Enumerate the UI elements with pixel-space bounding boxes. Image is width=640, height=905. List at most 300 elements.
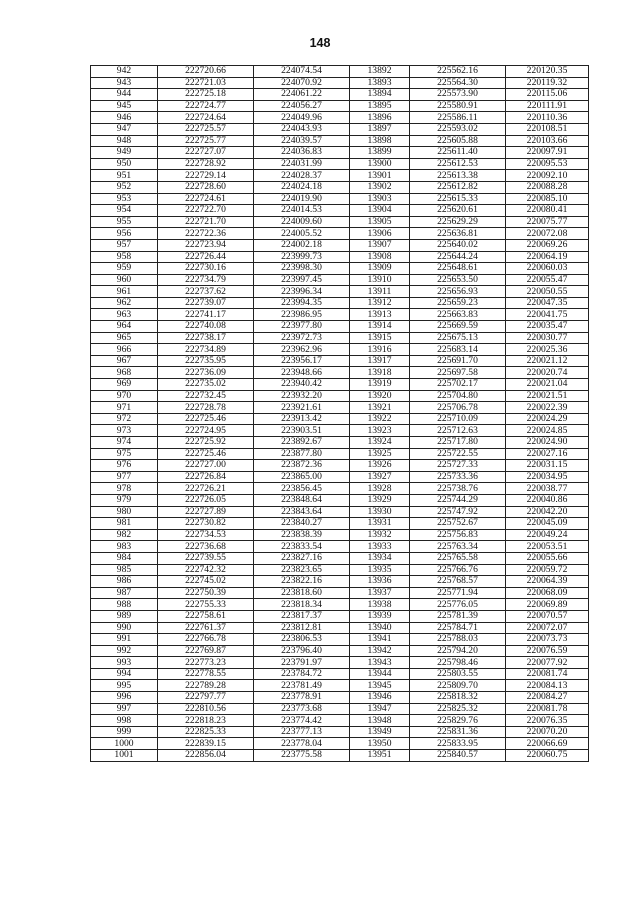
point-number-right-cell: 13903 [350, 193, 410, 205]
x-coordinate-right-cell: 225593.02 [410, 123, 506, 135]
point-number-right-cell: 13931 [350, 518, 410, 530]
y-coordinate-left-cell: 223956.17 [254, 355, 350, 367]
x-coordinate-right-cell: 225663.83 [410, 309, 506, 321]
point-number-left-cell: 958 [91, 251, 158, 263]
table-row [91, 610, 589, 622]
point-number-right-cell: 13951 [350, 750, 410, 762]
x-coordinate-right-cell: 225648.61 [410, 263, 506, 275]
point-number-left-cell: 967 [91, 355, 158, 367]
point-number-right-cell: 13949 [350, 726, 410, 738]
y-coordinate-right-cell: 220038.77 [506, 483, 589, 495]
x-coordinate-right-cell: 225768.57 [410, 576, 506, 588]
point-number-right-cell: 13921 [350, 402, 410, 414]
x-coordinate-left-cell: 222722.36 [158, 228, 254, 240]
table-row [91, 506, 589, 518]
table-row [91, 309, 589, 321]
point-number-right-cell: 13932 [350, 529, 410, 541]
y-coordinate-right-cell: 220050.55 [506, 286, 589, 298]
point-number-right-cell: 13927 [350, 471, 410, 483]
point-number-left-cell: 978 [91, 483, 158, 495]
y-coordinate-left-cell: 223997.45 [254, 274, 350, 286]
x-coordinate-right-cell: 225615.33 [410, 193, 506, 205]
y-coordinate-right-cell: 220053.51 [506, 541, 589, 553]
point-number-right-cell: 13900 [350, 158, 410, 170]
point-number-right-cell: 13911 [350, 286, 410, 298]
point-number-left-cell: 974 [91, 437, 158, 449]
y-coordinate-right-cell: 220120.35 [506, 66, 589, 78]
y-coordinate-right-cell: 220055.47 [506, 274, 589, 286]
table-row [91, 552, 589, 564]
point-number-left-cell: 986 [91, 576, 158, 588]
y-coordinate-left-cell: 224005.52 [254, 228, 350, 240]
y-coordinate-right-cell: 220060.75 [506, 750, 589, 762]
point-number-right-cell: 13923 [350, 425, 410, 437]
x-coordinate-right-cell: 225656.93 [410, 286, 506, 298]
x-coordinate-right-cell: 225702.17 [410, 379, 506, 391]
point-number-right-cell: 13916 [350, 344, 410, 356]
y-coordinate-left-cell: 223796.40 [254, 645, 350, 657]
point-number-right-cell: 13928 [350, 483, 410, 495]
point-number-left-cell: 969 [91, 379, 158, 391]
x-coordinate-left-cell: 222727.89 [158, 506, 254, 518]
y-coordinate-right-cell: 220024.85 [506, 425, 589, 437]
y-coordinate-left-cell: 224074.54 [254, 66, 350, 78]
x-coordinate-left-cell: 222725.92 [158, 437, 254, 449]
y-coordinate-right-cell: 220060.03 [506, 263, 589, 275]
point-number-left-cell: 975 [91, 448, 158, 460]
x-coordinate-right-cell: 225573.90 [410, 89, 506, 101]
y-coordinate-right-cell: 220070.57 [506, 610, 589, 622]
y-coordinate-right-cell: 220064.19 [506, 251, 589, 263]
x-coordinate-right-cell: 225733.36 [410, 471, 506, 483]
y-coordinate-left-cell: 223932.20 [254, 390, 350, 402]
y-coordinate-left-cell: 223791.97 [254, 657, 350, 669]
point-number-left-cell: 981 [91, 518, 158, 530]
x-coordinate-right-cell: 225717.80 [410, 437, 506, 449]
x-coordinate-left-cell: 222722.70 [158, 205, 254, 217]
x-coordinate-left-cell: 222735.02 [158, 379, 254, 391]
x-coordinate-right-cell: 225825.32 [410, 703, 506, 715]
x-coordinate-right-cell: 225669.59 [410, 321, 506, 333]
point-number-right-cell: 13948 [350, 715, 410, 727]
table-row [91, 170, 589, 182]
table-row [91, 413, 589, 425]
x-coordinate-right-cell: 225564.30 [410, 77, 506, 89]
y-coordinate-right-cell: 220072.08 [506, 228, 589, 240]
table-row [91, 89, 589, 101]
point-number-left-cell: 951 [91, 170, 158, 182]
point-number-right-cell: 13943 [350, 657, 410, 669]
table-row [91, 66, 589, 78]
x-coordinate-right-cell: 225738.76 [410, 483, 506, 495]
y-coordinate-right-cell: 220049.24 [506, 529, 589, 541]
point-number-left-cell: 976 [91, 460, 158, 472]
point-number-right-cell: 13913 [350, 309, 410, 321]
point-number-right-cell: 13938 [350, 599, 410, 611]
x-coordinate-right-cell: 225747.92 [410, 506, 506, 518]
table-row [91, 703, 589, 715]
y-coordinate-right-cell: 220119.32 [506, 77, 589, 89]
y-coordinate-left-cell: 223948.66 [254, 367, 350, 379]
x-coordinate-left-cell: 222725.18 [158, 89, 254, 101]
point-number-left-cell: 955 [91, 216, 158, 228]
point-number-right-cell: 13905 [350, 216, 410, 228]
table-row [91, 668, 589, 680]
y-coordinate-right-cell: 220095.53 [506, 158, 589, 170]
y-coordinate-right-cell: 220076.59 [506, 645, 589, 657]
y-coordinate-left-cell: 223986.95 [254, 309, 350, 321]
table-row [91, 100, 589, 112]
table-row [91, 112, 589, 124]
table-row [91, 77, 589, 89]
point-number-right-cell: 13940 [350, 622, 410, 634]
y-coordinate-right-cell: 220040.86 [506, 494, 589, 506]
table-row [91, 181, 589, 193]
table-row [91, 216, 589, 228]
point-number-right-cell: 13941 [350, 634, 410, 646]
x-coordinate-left-cell: 222728.92 [158, 158, 254, 170]
point-number-left-cell: 983 [91, 541, 158, 553]
coordinate-table [90, 65, 589, 762]
point-number-left-cell: 948 [91, 135, 158, 147]
table-row [91, 541, 589, 553]
point-number-right-cell: 13894 [350, 89, 410, 101]
x-coordinate-left-cell: 222825.33 [158, 726, 254, 738]
point-number-right-cell: 13907 [350, 239, 410, 251]
y-coordinate-left-cell: 223774.42 [254, 715, 350, 727]
y-coordinate-left-cell: 224043.93 [254, 123, 350, 135]
point-number-left-cell: 945 [91, 100, 158, 112]
y-coordinate-right-cell: 220021.51 [506, 390, 589, 402]
table-row [91, 494, 589, 506]
y-coordinate-left-cell: 223812.81 [254, 622, 350, 634]
point-number-right-cell: 13933 [350, 541, 410, 553]
point-number-left-cell: 990 [91, 622, 158, 634]
x-coordinate-right-cell: 225771.94 [410, 587, 506, 599]
x-coordinate-left-cell: 222769.87 [158, 645, 254, 657]
y-coordinate-left-cell: 223977.80 [254, 321, 350, 333]
y-coordinate-left-cell: 223806.53 [254, 634, 350, 646]
x-coordinate-left-cell: 222737.62 [158, 286, 254, 298]
x-coordinate-right-cell: 225712.63 [410, 425, 506, 437]
y-coordinate-left-cell: 224014.53 [254, 205, 350, 217]
x-coordinate-right-cell: 225611.40 [410, 147, 506, 159]
y-coordinate-right-cell: 220072.07 [506, 622, 589, 634]
table-row [91, 564, 589, 576]
y-coordinate-right-cell: 220069.26 [506, 239, 589, 251]
table-row [91, 286, 589, 298]
y-coordinate-left-cell: 223856.45 [254, 483, 350, 495]
point-number-right-cell: 13914 [350, 321, 410, 333]
y-coordinate-right-cell: 220035.47 [506, 321, 589, 333]
x-coordinate-right-cell: 225840.57 [410, 750, 506, 762]
point-number-left-cell: 942 [91, 66, 158, 78]
point-number-right-cell: 13892 [350, 66, 410, 78]
point-number-left-cell: 971 [91, 402, 158, 414]
y-coordinate-right-cell: 220081.78 [506, 703, 589, 715]
x-coordinate-right-cell: 225788.03 [410, 634, 506, 646]
x-coordinate-right-cell: 225722.55 [410, 448, 506, 460]
x-coordinate-right-cell: 225605.88 [410, 135, 506, 147]
point-number-left-cell: 964 [91, 321, 158, 333]
table-row [91, 297, 589, 309]
y-coordinate-right-cell: 220073.73 [506, 634, 589, 646]
x-coordinate-right-cell: 225659.23 [410, 297, 506, 309]
y-coordinate-left-cell: 223962.96 [254, 344, 350, 356]
table-row [91, 239, 589, 251]
table-row [91, 367, 589, 379]
x-coordinate-right-cell: 225653.50 [410, 274, 506, 286]
y-coordinate-left-cell: 223998.30 [254, 263, 350, 275]
y-coordinate-left-cell: 224009.60 [254, 216, 350, 228]
point-number-right-cell: 13936 [350, 576, 410, 588]
point-number-right-cell: 13904 [350, 205, 410, 217]
x-coordinate-left-cell: 222729.14 [158, 170, 254, 182]
y-coordinate-left-cell: 223777.13 [254, 726, 350, 738]
x-coordinate-right-cell: 225809.70 [410, 680, 506, 692]
y-coordinate-right-cell: 220076.35 [506, 715, 589, 727]
x-coordinate-left-cell: 222761.37 [158, 622, 254, 634]
x-coordinate-right-cell: 225833.95 [410, 738, 506, 750]
table-row [91, 460, 589, 472]
y-coordinate-right-cell: 220108.51 [506, 123, 589, 135]
y-coordinate-right-cell: 220066.69 [506, 738, 589, 750]
coordinate-table-body [91, 66, 589, 762]
x-coordinate-right-cell: 225818.32 [410, 692, 506, 704]
point-number-right-cell: 13945 [350, 680, 410, 692]
x-coordinate-right-cell: 225752.67 [410, 518, 506, 530]
y-coordinate-left-cell: 223778.04 [254, 738, 350, 750]
point-number-left-cell: 973 [91, 425, 158, 437]
point-number-left-cell: 996 [91, 692, 158, 704]
table-row [91, 587, 589, 599]
point-number-left-cell: 987 [91, 587, 158, 599]
table-row [91, 344, 589, 356]
y-coordinate-left-cell: 223994.35 [254, 297, 350, 309]
y-coordinate-left-cell: 223903.51 [254, 425, 350, 437]
table-row [91, 680, 589, 692]
point-number-right-cell: 13930 [350, 506, 410, 518]
y-coordinate-right-cell: 220092.10 [506, 170, 589, 182]
point-number-right-cell: 13897 [350, 123, 410, 135]
point-number-left-cell: 944 [91, 89, 158, 101]
x-coordinate-right-cell: 225704.80 [410, 390, 506, 402]
point-number-right-cell: 13922 [350, 413, 410, 425]
point-number-left-cell: 972 [91, 413, 158, 425]
y-coordinate-right-cell: 220085.10 [506, 193, 589, 205]
point-number-left-cell: 953 [91, 193, 158, 205]
x-coordinate-left-cell: 222736.68 [158, 541, 254, 553]
x-coordinate-right-cell: 225640.02 [410, 239, 506, 251]
y-coordinate-right-cell: 220111.91 [506, 100, 589, 112]
x-coordinate-right-cell: 225829.76 [410, 715, 506, 727]
y-coordinate-left-cell: 223843.64 [254, 506, 350, 518]
x-coordinate-right-cell: 225612.82 [410, 181, 506, 193]
point-number-left-cell: 998 [91, 715, 158, 727]
point-number-left-cell: 963 [91, 309, 158, 321]
table-row [91, 321, 589, 333]
y-coordinate-left-cell: 224002.18 [254, 239, 350, 251]
x-coordinate-left-cell: 222724.61 [158, 193, 254, 205]
y-coordinate-left-cell: 223818.34 [254, 599, 350, 611]
x-coordinate-left-cell: 222818.23 [158, 715, 254, 727]
x-coordinate-right-cell: 225710.09 [410, 413, 506, 425]
y-coordinate-right-cell: 220077.92 [506, 657, 589, 669]
table-row [91, 332, 589, 344]
table-row [91, 599, 589, 611]
x-coordinate-left-cell: 222839.15 [158, 738, 254, 750]
y-coordinate-right-cell: 220059.72 [506, 564, 589, 576]
x-coordinate-right-cell: 225744.29 [410, 494, 506, 506]
x-coordinate-left-cell: 222720.66 [158, 66, 254, 78]
table-row [91, 657, 589, 669]
x-coordinate-left-cell: 222740.08 [158, 321, 254, 333]
point-number-left-cell: 994 [91, 668, 158, 680]
y-coordinate-left-cell: 223999.73 [254, 251, 350, 263]
table-row [91, 425, 589, 437]
point-number-right-cell: 13910 [350, 274, 410, 286]
y-coordinate-left-cell: 223823.65 [254, 564, 350, 576]
point-number-right-cell: 13899 [350, 147, 410, 159]
y-coordinate-right-cell: 220024.90 [506, 437, 589, 449]
point-number-left-cell: 960 [91, 274, 158, 286]
y-coordinate-right-cell: 220097.91 [506, 147, 589, 159]
x-coordinate-right-cell: 225727.33 [410, 460, 506, 472]
point-number-left-cell: 968 [91, 367, 158, 379]
point-number-left-cell: 961 [91, 286, 158, 298]
point-number-right-cell: 13906 [350, 228, 410, 240]
table-row [91, 715, 589, 727]
point-number-right-cell: 13912 [350, 297, 410, 309]
point-number-left-cell: 947 [91, 123, 158, 135]
x-coordinate-left-cell: 222856.04 [158, 750, 254, 762]
x-coordinate-left-cell: 222810.56 [158, 703, 254, 715]
y-coordinate-left-cell: 223877.80 [254, 448, 350, 460]
x-coordinate-left-cell: 222758.61 [158, 610, 254, 622]
x-coordinate-right-cell: 225794.20 [410, 645, 506, 657]
y-coordinate-left-cell: 223775.58 [254, 750, 350, 762]
x-coordinate-left-cell: 222726.84 [158, 471, 254, 483]
y-coordinate-left-cell: 223784.72 [254, 668, 350, 680]
x-coordinate-left-cell: 222742.32 [158, 564, 254, 576]
x-coordinate-right-cell: 225781.39 [410, 610, 506, 622]
table-row [91, 228, 589, 240]
x-coordinate-left-cell: 222726.44 [158, 251, 254, 263]
point-number-right-cell: 13915 [350, 332, 410, 344]
y-coordinate-right-cell: 220047.35 [506, 297, 589, 309]
x-coordinate-left-cell: 222728.78 [158, 402, 254, 414]
y-coordinate-left-cell: 224036.83 [254, 147, 350, 159]
x-coordinate-right-cell: 225706.78 [410, 402, 506, 414]
x-coordinate-left-cell: 222727.00 [158, 460, 254, 472]
point-number-left-cell: 992 [91, 645, 158, 657]
point-number-left-cell: 949 [91, 147, 158, 159]
x-coordinate-left-cell: 222732.45 [158, 390, 254, 402]
point-number-right-cell: 13893 [350, 77, 410, 89]
y-coordinate-left-cell: 223817.37 [254, 610, 350, 622]
table-row [91, 483, 589, 495]
y-coordinate-left-cell: 223818.60 [254, 587, 350, 599]
x-coordinate-left-cell: 222725.57 [158, 123, 254, 135]
x-coordinate-right-cell: 225675.13 [410, 332, 506, 344]
y-coordinate-left-cell: 223778.91 [254, 692, 350, 704]
table-row [91, 205, 589, 217]
x-coordinate-left-cell: 222797.77 [158, 692, 254, 704]
point-number-right-cell: 13924 [350, 437, 410, 449]
point-number-left-cell: 977 [91, 471, 158, 483]
y-coordinate-right-cell: 220041.75 [506, 309, 589, 321]
table-row [91, 147, 589, 159]
point-number-right-cell: 13898 [350, 135, 410, 147]
y-coordinate-left-cell: 224061.22 [254, 89, 350, 101]
x-coordinate-left-cell: 222773.23 [158, 657, 254, 669]
x-coordinate-left-cell: 222726.05 [158, 494, 254, 506]
table-row [91, 437, 589, 449]
point-number-left-cell: 957 [91, 239, 158, 251]
y-coordinate-left-cell: 224028.37 [254, 170, 350, 182]
point-number-right-cell: 13919 [350, 379, 410, 391]
y-coordinate-left-cell: 223872.36 [254, 460, 350, 472]
y-coordinate-left-cell: 223773.68 [254, 703, 350, 715]
y-coordinate-right-cell: 220103.66 [506, 135, 589, 147]
table-row [91, 692, 589, 704]
y-coordinate-left-cell: 224070.92 [254, 77, 350, 89]
point-number-right-cell: 13896 [350, 112, 410, 124]
point-number-right-cell: 13908 [350, 251, 410, 263]
point-number-right-cell: 13909 [350, 263, 410, 275]
point-number-right-cell: 13920 [350, 390, 410, 402]
y-coordinate-left-cell: 223838.39 [254, 529, 350, 541]
x-coordinate-left-cell: 222789.28 [158, 680, 254, 692]
y-coordinate-left-cell: 224039.57 [254, 135, 350, 147]
table-row [91, 135, 589, 147]
x-coordinate-right-cell: 225580.91 [410, 100, 506, 112]
y-coordinate-right-cell: 220088.28 [506, 181, 589, 193]
x-coordinate-left-cell: 222738.17 [158, 332, 254, 344]
table-row [91, 471, 589, 483]
point-number-left-cell: 1000 [91, 738, 158, 750]
point-number-right-cell: 13926 [350, 460, 410, 472]
point-number-left-cell: 970 [91, 390, 158, 402]
point-number-left-cell: 966 [91, 344, 158, 356]
x-coordinate-right-cell: 225586.11 [410, 112, 506, 124]
point-number-left-cell: 1001 [91, 750, 158, 762]
y-coordinate-right-cell: 220115.06 [506, 89, 589, 101]
y-coordinate-right-cell: 220022.39 [506, 402, 589, 414]
point-number-left-cell: 989 [91, 610, 158, 622]
x-coordinate-left-cell: 222725.46 [158, 448, 254, 460]
x-coordinate-right-cell: 225636.81 [410, 228, 506, 240]
point-number-right-cell: 13929 [350, 494, 410, 506]
y-coordinate-right-cell: 220110.36 [506, 112, 589, 124]
y-coordinate-left-cell: 223865.00 [254, 471, 350, 483]
point-number-left-cell: 979 [91, 494, 158, 506]
table-row [91, 529, 589, 541]
y-coordinate-right-cell: 220064.39 [506, 576, 589, 588]
y-coordinate-right-cell: 220021.12 [506, 355, 589, 367]
x-coordinate-right-cell: 225831.36 [410, 726, 506, 738]
y-coordinate-left-cell: 224024.18 [254, 181, 350, 193]
y-coordinate-right-cell: 220042.20 [506, 506, 589, 518]
table-row [91, 263, 589, 275]
x-coordinate-left-cell: 222766.78 [158, 634, 254, 646]
x-coordinate-right-cell: 225620.61 [410, 205, 506, 217]
x-coordinate-left-cell: 222734.53 [158, 529, 254, 541]
y-coordinate-right-cell: 220080.41 [506, 205, 589, 217]
x-coordinate-left-cell: 222724.77 [158, 100, 254, 112]
x-coordinate-left-cell: 222724.64 [158, 112, 254, 124]
x-coordinate-left-cell: 222734.79 [158, 274, 254, 286]
